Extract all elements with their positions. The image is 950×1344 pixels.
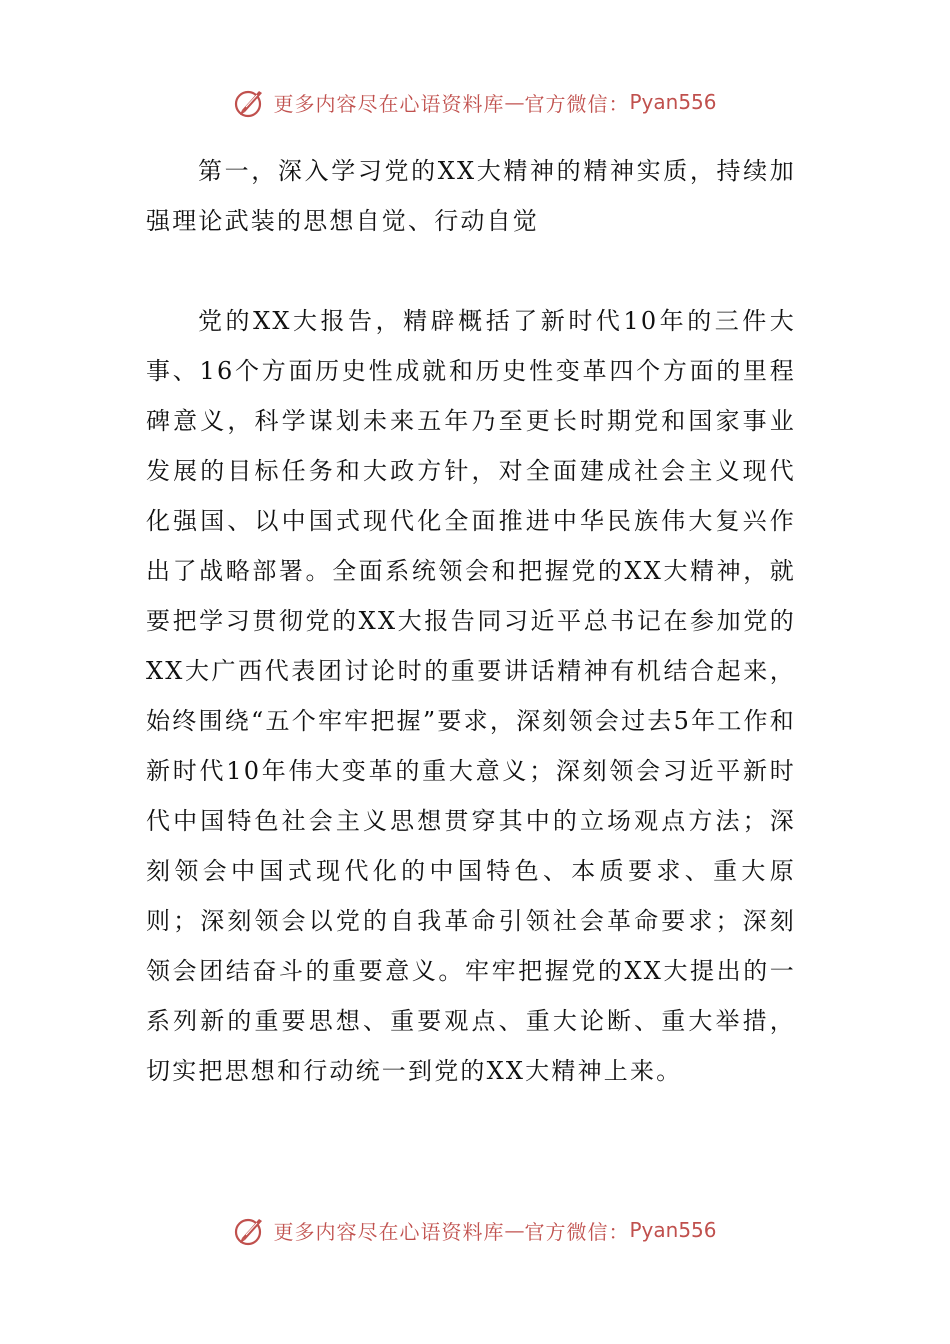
wechat-label: 官方微信： [524, 1219, 630, 1244]
wechat-id: Pyan556 [629, 90, 717, 114]
banner-dash: — [504, 1218, 525, 1242]
quill-pen-circle-icon [233, 1213, 267, 1247]
section-heading: 第一，深入学习党的XX大精神的精神实质，持续加强理论武装的思想自觉、行动自觉 [146, 157, 796, 235]
footer-banner [0, 1210, 950, 1250]
quill-pen-circle-icon [233, 85, 267, 119]
wechat-label: 官方微信： [524, 91, 630, 116]
site-name: 更多内容尽在心语资料库 [273, 1219, 505, 1244]
document-body [146, 146, 796, 1096]
banner-dash: — [504, 90, 525, 114]
header-banner [0, 82, 950, 122]
site-name: 更多内容尽在心语资料库 [273, 91, 505, 116]
body-paragraph: 党的XX大报告，精辟概括了新时代10年的三件大事、16个方面历史性成就和历史性变革四个方面的里程碑意义，科学谋划未来五年乃至更长时期党和国家事业发展的目标任务和大政方针，对全面建成社会主义现代化强国、以中国式现代化全面推进中华民族伟大复兴作出了战略部署。全面系统领会和把握党的XX大精神，就要把学习贯彻党的XX大报告同习近平总书记在参加党的XX大广西代表团讨论时的重要讲话精神有机结合起来，始终围绕“五个牢牢把握”要求，深刻领会过去5年工作和新时代10年伟大变革的重大意义；深刻领会习近平新时代中国特色社会主义思想贯穿其中的立场观点方法；深刻领会中国式现代化的中国特色、本质要求、重大原则；深刻领会以党的自我革命引领社会革命要求；深刻领会团结奋斗的重要意义。牢牢把握党的XX大提出的一系列新的重要思想、重要观点、重大论断、重大举措，切实把思想和行动统一到党的XX大精神上来。 [146, 307, 796, 1085]
wechat-id: Pyan556 [629, 1218, 717, 1242]
